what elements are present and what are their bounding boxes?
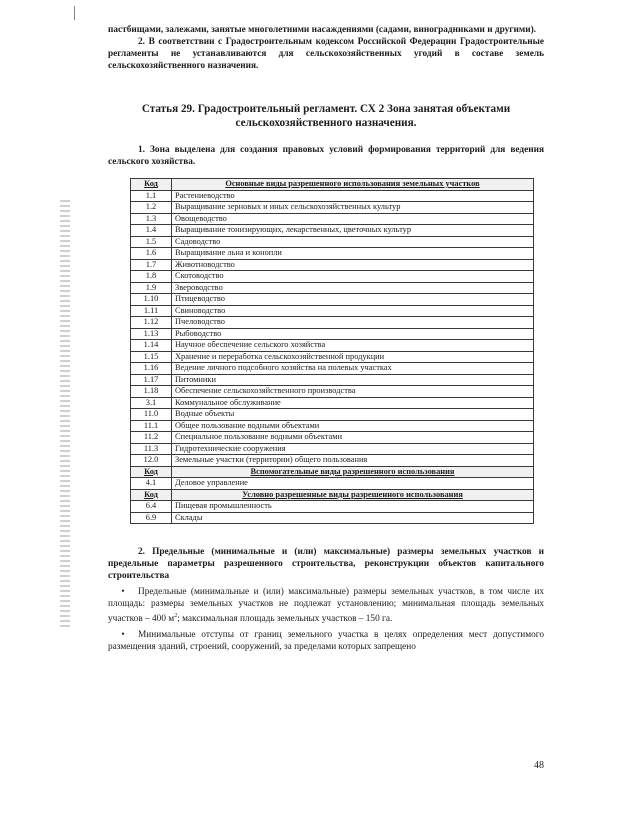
row-name: Пищевая промышленность xyxy=(172,501,534,513)
table-row xyxy=(131,512,534,524)
article-title xyxy=(108,102,544,130)
table-row xyxy=(131,328,534,340)
bullet-1-text-b: ; максимальная площадь земельных участков – 150 га. xyxy=(177,614,393,625)
row-code: 1.10 xyxy=(131,294,172,306)
row-code: 1.3 xyxy=(131,213,172,225)
row-name: Питомники xyxy=(172,374,534,386)
table-row xyxy=(131,397,534,409)
row-name: Скотоводство xyxy=(172,271,534,283)
bullet-1-sup: 2 xyxy=(174,613,178,619)
row-name: Садоводство xyxy=(172,236,534,248)
header-code: Код xyxy=(131,466,172,478)
table-header-conditional xyxy=(131,489,534,501)
intro-item-2-number: 2. xyxy=(138,37,145,47)
row-code: 11.3 xyxy=(131,443,172,455)
row-code: 6.9 xyxy=(131,512,172,524)
page-number: 48 xyxy=(534,760,544,771)
bullet-symbol: • xyxy=(121,630,125,641)
table-row xyxy=(131,236,534,248)
table-header-auxiliary xyxy=(131,466,534,478)
row-name: Хранение и переработка сельскохозяйственной продукции xyxy=(172,351,534,363)
row-name: Пчеловодство xyxy=(172,317,534,329)
row-name: Специальное пользование водными объектами xyxy=(172,432,534,444)
scan-binding-edge xyxy=(60,200,70,630)
table-row xyxy=(131,225,534,237)
row-code: 4.1 xyxy=(131,478,172,490)
row-name: Звероводство xyxy=(172,282,534,294)
section1-text: 1. Зона выделена для создания правовых условий формирования территорий для ведения сельского хозяйства. xyxy=(108,145,544,167)
table-row xyxy=(131,305,534,317)
row-name: Рыбоводство xyxy=(172,328,534,340)
table-row xyxy=(131,317,534,329)
row-name: Склады xyxy=(172,512,534,524)
table-row xyxy=(131,386,534,398)
row-code: 1.11 xyxy=(131,305,172,317)
header-code: Код xyxy=(131,489,172,501)
table-row xyxy=(131,294,534,306)
row-code: 1.9 xyxy=(131,282,172,294)
table-row xyxy=(131,501,534,513)
table-row xyxy=(131,478,534,490)
section2 xyxy=(108,546,544,653)
table-row xyxy=(131,271,534,283)
bullet-symbol: • xyxy=(121,587,125,597)
row-name: Обеспечение сельскохозяйственного производства xyxy=(172,386,534,398)
table-row xyxy=(131,432,534,444)
table-row xyxy=(131,190,534,202)
row-name: Гидротехнические сооружения xyxy=(172,443,534,455)
row-name: Ведение личного подсобного хозяйства на полевых участках xyxy=(172,363,534,375)
table-row xyxy=(131,363,534,375)
table-row xyxy=(131,259,534,271)
row-code: 11.1 xyxy=(131,420,172,432)
row-name: Овощеводство xyxy=(172,213,534,225)
section2-bullet-1 xyxy=(108,586,544,625)
row-code: 1.4 xyxy=(131,225,172,237)
row-code: 6.4 xyxy=(131,501,172,513)
article-title-line2: сельскохозяйственного назначения. xyxy=(235,117,417,129)
section2-bullet-2 xyxy=(108,629,544,653)
row-name: Общее пользование водными объектами xyxy=(172,420,534,432)
row-name: Птицеводство xyxy=(172,294,534,306)
row-code: 1.5 xyxy=(131,236,172,248)
row-code: 1.2 xyxy=(131,202,172,214)
intro-item-2-text: В соответствии с Градостроительным кодексом Российской Федерации Градостроительные регламенты не устанавливаются для сельскохозяйственных угодий в составе земель сельскохозяйственного назначения. xyxy=(108,37,544,71)
row-name: Свиноводство xyxy=(172,305,534,317)
row-name: Водные объекты xyxy=(172,409,534,421)
row-code: 1.8 xyxy=(131,271,172,283)
header-title: Основные виды разрешенного использования земельных участков xyxy=(172,179,534,191)
row-code: 3.1 xyxy=(131,397,172,409)
table-row xyxy=(131,213,534,225)
table-row xyxy=(131,340,534,352)
table-row xyxy=(131,202,534,214)
row-code: 12.0 xyxy=(131,455,172,467)
row-code: 1.16 xyxy=(131,363,172,375)
section2-title: 2. Предельные (минимальные и (или) максимальные) размеры земельных участков и предельные параметры разрешенного строительства, реконструкции объектов капитального строительства xyxy=(108,547,544,581)
row-code: 1.18 xyxy=(131,386,172,398)
row-code: 1.17 xyxy=(131,374,172,386)
intro-item-2 xyxy=(108,36,544,72)
row-code: 1.15 xyxy=(131,351,172,363)
header-title: Условно разрешенные виды разрешенного использования xyxy=(172,489,534,501)
row-code: 1.14 xyxy=(131,340,172,352)
row-name: Земельные участки (территории) общего пользования xyxy=(172,455,534,467)
row-code: 1.13 xyxy=(131,328,172,340)
table-row xyxy=(131,282,534,294)
table-header-main xyxy=(131,179,534,191)
document-page xyxy=(108,24,544,653)
row-name: Выращивание льна и конопли xyxy=(172,248,534,260)
row-name: Животноводство xyxy=(172,259,534,271)
table-row xyxy=(131,409,534,421)
table-row xyxy=(131,420,534,432)
row-code: 11.2 xyxy=(131,432,172,444)
scan-mark xyxy=(74,6,75,20)
article-title-line1: Статья 29. Градостроительный регламент. СХ 2 Зона занятая объектами xyxy=(141,103,511,115)
row-code: 1.1 xyxy=(131,190,172,202)
table-row xyxy=(131,351,534,363)
row-code: 1.7 xyxy=(131,259,172,271)
row-name: Научное обеспечение сельского хозяйства xyxy=(172,340,534,352)
table-row xyxy=(131,374,534,386)
row-name: Выращивание зерновых и иных сельскохозяйственных культур xyxy=(172,202,534,214)
row-name: Деловое управление xyxy=(172,478,534,490)
row-code: 1.6 xyxy=(131,248,172,260)
header-code: Код xyxy=(131,179,172,191)
table-row xyxy=(131,443,534,455)
table-row xyxy=(131,248,534,260)
permitted-use-table xyxy=(130,178,534,524)
header-title: Вспомогательные виды разрешенного использования xyxy=(172,466,534,478)
row-code: 11.0 xyxy=(131,409,172,421)
bullet-1-text-a: Предельные (минимальные и (или) максимальные) размеры земельных участков, в том числе их площадь: размеры земельных участков не подлежат установлению; минимальная площадь земельных участков – 400 м xyxy=(108,587,544,625)
row-name: Растениеводство xyxy=(172,190,534,202)
bullet-2-text: Минимальные отступы от границ земельного участка в целях определения мест допустимого размещения зданий, строений, сооружений, за пределами которых запрещено xyxy=(108,630,544,653)
row-name: Коммунальное обслуживание xyxy=(172,397,534,409)
row-code: 1.12 xyxy=(131,317,172,329)
intro-line: пастбищами, залежами, занятые многолетними насаждениями (садами, виноградниками и другими). xyxy=(108,25,536,35)
table-row xyxy=(131,455,534,467)
row-name: Выращивание тонизирующих, лекарственных, цветочных культур xyxy=(172,225,534,237)
